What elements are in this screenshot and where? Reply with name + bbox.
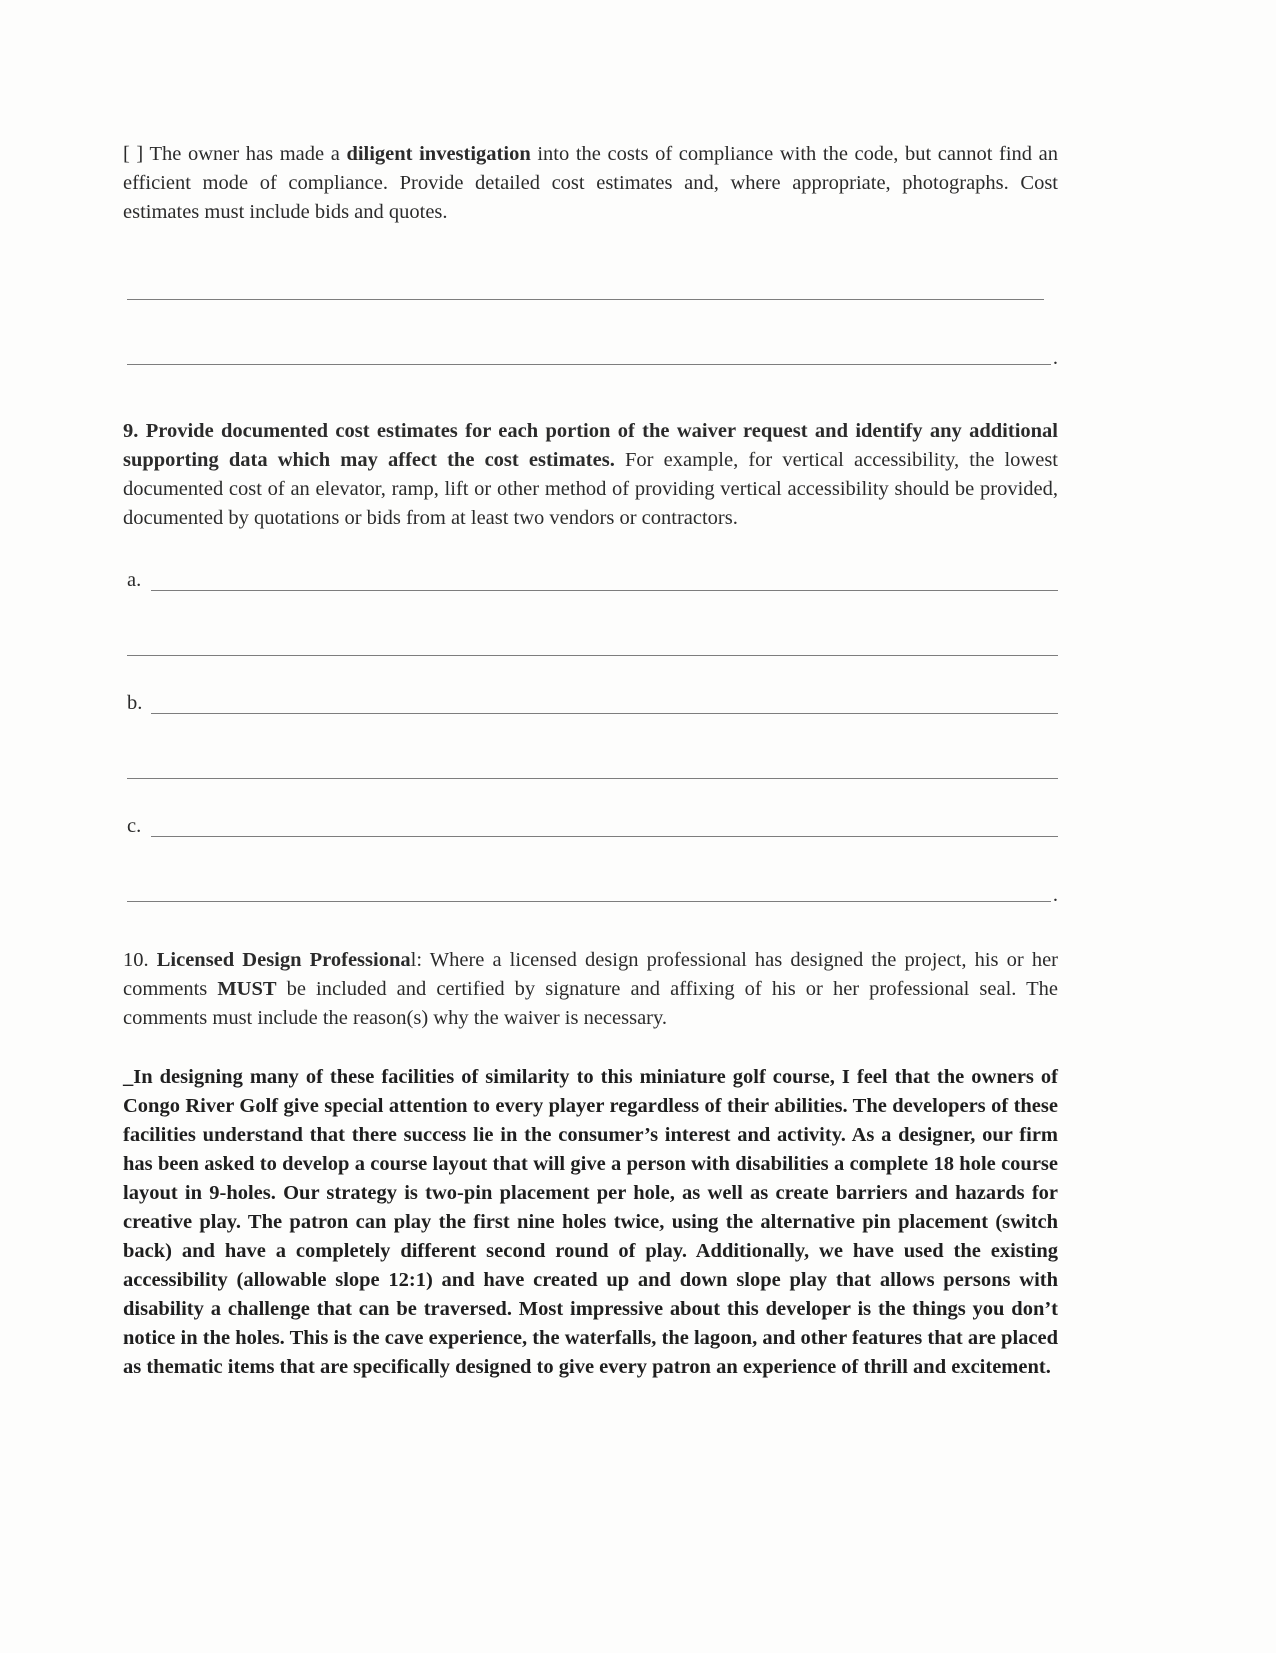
item-10-paragraph xyxy=(123,946,1058,1033)
item-9-number: 9. xyxy=(123,420,139,442)
answer-line-rule[interactable] xyxy=(127,635,1058,656)
sub-answer-a[interactable] xyxy=(127,569,1058,591)
sub-answer-c[interactable] xyxy=(127,815,1058,837)
checkbox-text-after: into the costs of compliance with the code, but cannot find an efficient mode of compliance. Provide detailed cost estimates and, where appropriate, photographs. Cost estimates must include bids and quotes. xyxy=(123,143,1058,223)
line-period: . xyxy=(1052,884,1058,906)
answer-line-rule[interactable] xyxy=(151,570,1058,591)
item-9-heading: Provide documented cost estimates for each portion of the waiver request and identify any additional supporting data which may affect the cost estimates. xyxy=(123,420,1058,471)
item-9-paragraph xyxy=(123,417,1058,533)
item-9-subanswers xyxy=(127,569,1058,906)
item-10-number: 10. xyxy=(123,949,149,971)
checkbox-marker[interactable]: [ ] xyxy=(123,143,144,165)
checkbox-answer-lines xyxy=(127,279,1058,369)
answer-line-rule[interactable] xyxy=(127,344,1051,365)
sub-label-a: a. xyxy=(127,569,142,591)
answer-line-rule[interactable] xyxy=(127,881,1051,902)
answer-line[interactable] xyxy=(127,881,1058,906)
line-period: . xyxy=(1052,347,1058,369)
answer-line[interactable] xyxy=(127,758,1058,779)
item-10-text-1: : Where a licensed design professional has designed the project, his or her comments xyxy=(123,949,1058,1000)
checkbox-paragraph xyxy=(123,140,1058,227)
item-9-body: For example, for vertical accessibility, the lowest documented cost of an elevator, ramp, lift or other method of providing vertical accessibility should be provided, documented by quotations or bids from at least two vendors or contractors. xyxy=(123,449,1058,529)
answer-line[interactable] xyxy=(127,344,1058,369)
item-10-heading: Licensed Design Professiona xyxy=(148,949,411,971)
answer-line-rule[interactable] xyxy=(127,758,1058,779)
sub-label-c: c. xyxy=(127,815,142,837)
item-10-text-2: be included and certified by signature and affixing of his or her professional seal. The comments must include the reason(s) why the waiver is necessary. xyxy=(123,978,1058,1029)
answer-line-rule[interactable] xyxy=(151,816,1058,837)
item-10-heading-tail: l xyxy=(410,949,417,971)
sub-answer-b[interactable] xyxy=(127,692,1058,714)
answer-line[interactable] xyxy=(127,635,1058,656)
checkbox-text-before: The owner has made a xyxy=(149,143,347,165)
page-content xyxy=(123,140,1058,1382)
answer-line-rule[interactable] xyxy=(151,693,1058,714)
checkbox-bold-phrase: diligent investigation xyxy=(346,143,531,165)
answer-line-rule[interactable] xyxy=(127,279,1044,300)
sub-label-b: b. xyxy=(127,692,143,714)
answer-line[interactable] xyxy=(127,279,1058,300)
designer-statement: _In designing many of these facilities of similarity to this miniature golf course, I feel that the owners of Congo River Golf give special attention to every player regardless of their abilities. The developers of these facilities understand that there success lie in the consumer’s interest and activity. As a designer, our firm has been asked to develop a course layout that will give a person with disabilities a complete 18 hole course layout in 9-holes. Our strategy is two-pin placement per hole, as well as create barriers and hazards for creative play. The patron can play the first nine holes twice, using the alternative pin placement (switch back) and have a completely different second round of play. Additionally, we have used the existing accessibility (allowable slope 12:1) and have created up and down slope play that allows persons with disability a challenge that can be traversed. Most impressive about this developer is the things you don’t notice in the holes. This is the cave experience, the waterfalls, the lagoon, and other features that are placed as thematic items that are specifically designed to give every patron an experience of thrill and excitement. xyxy=(123,1066,1058,1378)
item-10-must: MUST xyxy=(217,978,277,1000)
